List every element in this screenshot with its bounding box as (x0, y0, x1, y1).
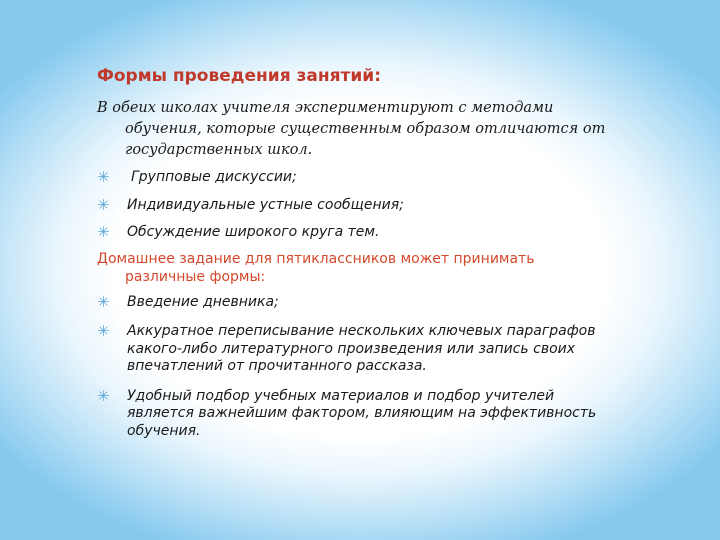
slide-title: Формы проведения занятий: (97, 66, 382, 86)
asterisk-bullet-icon: ✳ (97, 292, 110, 311)
list-item-text: Обсуждение широкого круга тем. (127, 224, 380, 240)
asterisk-bullet-icon: ✳ (97, 322, 110, 340)
list-item-text: Аккуратное переписывание нескольких ключевых параграфов какого-либо литературного произведения или запись своих впечатлений от прочитанного рассказа. (127, 323, 596, 374)
asterisk-bullet-icon: ✳ (97, 386, 110, 405)
list-item (97, 323, 617, 376)
homework-subheading: Домашнее задание для пятиклассников может принимать различные формы: (97, 250, 535, 285)
list-item-text: Групповые дискуссии; (131, 169, 297, 185)
forms-list (97, 169, 617, 242)
list-item (97, 388, 617, 441)
homework-list (97, 294, 617, 441)
list-item (97, 294, 617, 312)
slide-content (97, 66, 617, 440)
list-item (97, 197, 617, 215)
list-item (97, 224, 617, 242)
intro-paragraph: В обеих школах учителя экспериментируют с методами обучения, которые существенным образом отличаются от государственных школ. (97, 100, 606, 158)
list-item-text: Введение дневника; (127, 293, 279, 310)
list-item (97, 169, 617, 187)
list-item-text: Индивидуальные устные сообщения; (127, 196, 404, 213)
list-item-text: Удобный подбор учебных материалов и подбор учителей является важнейшим фактором, влияющим на эффективность обучения. (127, 387, 597, 439)
asterisk-bullet-icon: ✳ (97, 195, 110, 214)
asterisk-bullet-icon: ✳ (97, 168, 110, 186)
asterisk-bullet-icon: ✳ (97, 223, 110, 241)
